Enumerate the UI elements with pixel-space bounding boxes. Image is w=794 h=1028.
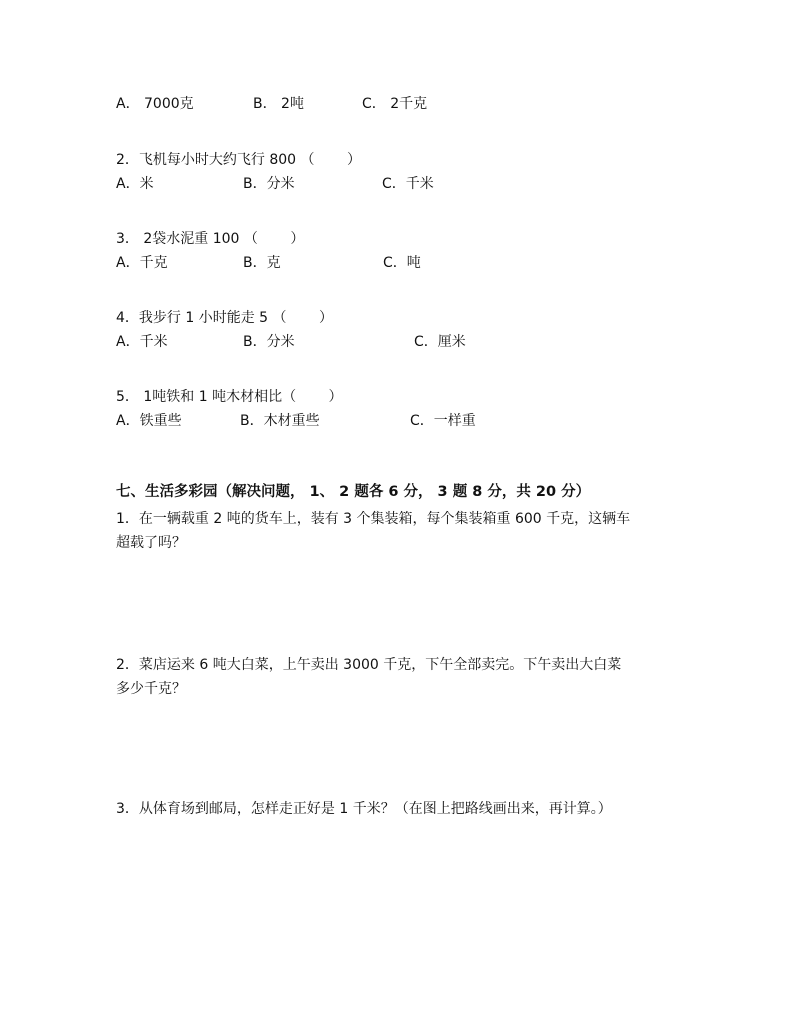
q1-option-a: A． 7000克 [116,96,194,112]
q1-option-c: C． 2千克 [362,96,428,112]
q2-option-a: A．米 [116,176,154,192]
q3-option-b: B．克 [243,255,281,271]
q5-option-a: A．铁重些 [116,413,182,429]
q4-option-a: A．千米 [116,334,168,350]
problem-1-line-1: 1．在一辆载重 2 吨的货车上，装有 3 个集装箱，每个集装箱重 600 千克，这辆车 [116,511,631,527]
q2-option-c: C．千米 [382,176,434,192]
q5-option-b: B．木材重些 [240,413,320,429]
problem-2-line-2: 多少千克？ [116,681,186,697]
q5-text: 5． 1吨铁和 1 吨木材相比（ ） [116,389,343,405]
q4-option-b: B．分米 [243,334,295,350]
problem-3-line-1: 3．从体育场到邮局，怎样走正好是 1 千米？（在图上把路线画出来，再计算。） [116,801,612,817]
problem-2-line-1: 2．菜店运来 6 吨大白菜，上午卖出 3000 千克，下午全部卖完。下午卖出大白菜 [116,657,622,673]
q3-text: 3． 2袋水泥重 100 （ ） [116,231,305,247]
q4-text: 4．我步行 1 小时能走 5 （ ） [116,310,333,326]
q2-option-b: B．分米 [243,176,295,192]
section-7-title: 七、生活多彩园（解决问题， 1、 2 题各 6 分， 3 题 8 分，共 20 分） [116,484,591,500]
q1-option-b: B． 2吨 [253,96,304,112]
q3-option-c: C．吨 [383,255,421,271]
q5-option-c: C．一样重 [410,413,476,429]
q2-text: 2．飞机每小时大约飞行 800 （ ） [116,152,361,168]
q4-option-c: C．厘米 [414,334,466,350]
problem-1-line-2: 超载了吗？ [116,535,186,551]
q3-option-a: A．千克 [116,255,168,271]
